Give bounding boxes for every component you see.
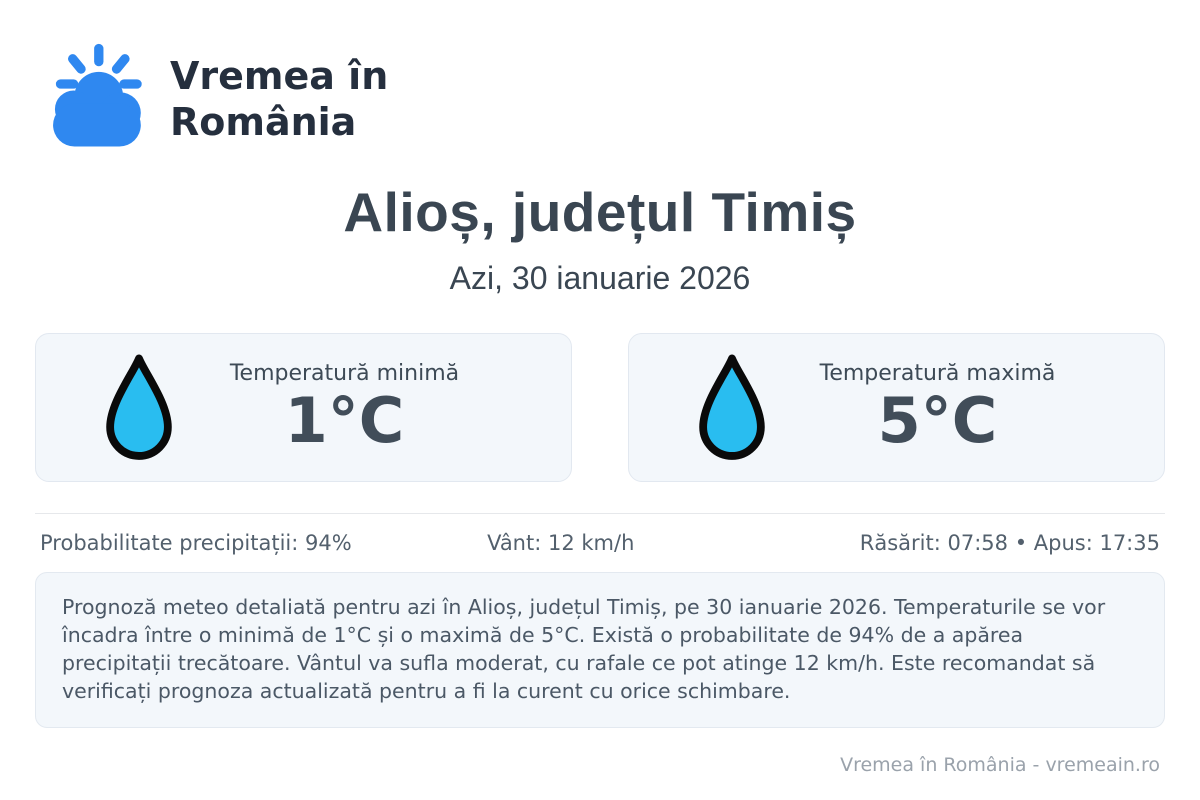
divider [35,513,1165,514]
min-temp-text [178,361,511,458]
page-title: Alioș, județul Timiș [343,181,857,243]
sunrise-sunset-stat: Răsărit: 07:58 • Apus: 17:35 [859,531,1160,555]
logo-line2: România [170,100,357,144]
max-temp-text [771,361,1104,458]
sun-cloud-icon [40,42,152,158]
min-temp-label: Temperatură minimă [229,361,460,387]
max-temp-value: 5°C [877,384,998,458]
logo-text [170,54,388,145]
logo-line1: Vremea în [170,54,389,99]
forecast-description: Prognoză meteo detaliată pentru azi în Alioș, județul Timiș, pe 30 ianuarie 2026. Temperaturile se vor încadra între o minimă de 1°C și o maximă de 5°C. Există o probabilitate de 94% de a apărea precipitații trecătoare. Vântul va sufla moderat, cu rafale ce pot atinge 12 km/h. Este recomandat să verificați prognoza actualizată pentru a fi la curent cu orice schimbare. [35,572,1165,728]
footer-credit: Vremea în România - vremeain.ro [840,754,1160,776]
min-temp-value: 1°C [284,384,405,458]
page-date: Azi, 30 ianuarie 2026 [449,260,751,296]
precipitation-stat: Probabilitate precipitații: 94% [40,531,352,555]
water-drop-icon [100,344,178,472]
min-temp-card [35,333,572,482]
max-temp-label: Temperatură maximă [819,361,1056,387]
temperature-cards [35,333,1165,482]
logo [40,42,1165,158]
wind-stat: Vânt: 12 km/h [487,531,635,555]
stats-row [35,531,1165,555]
max-temp-card [628,333,1165,482]
water-drop-icon [693,344,771,472]
